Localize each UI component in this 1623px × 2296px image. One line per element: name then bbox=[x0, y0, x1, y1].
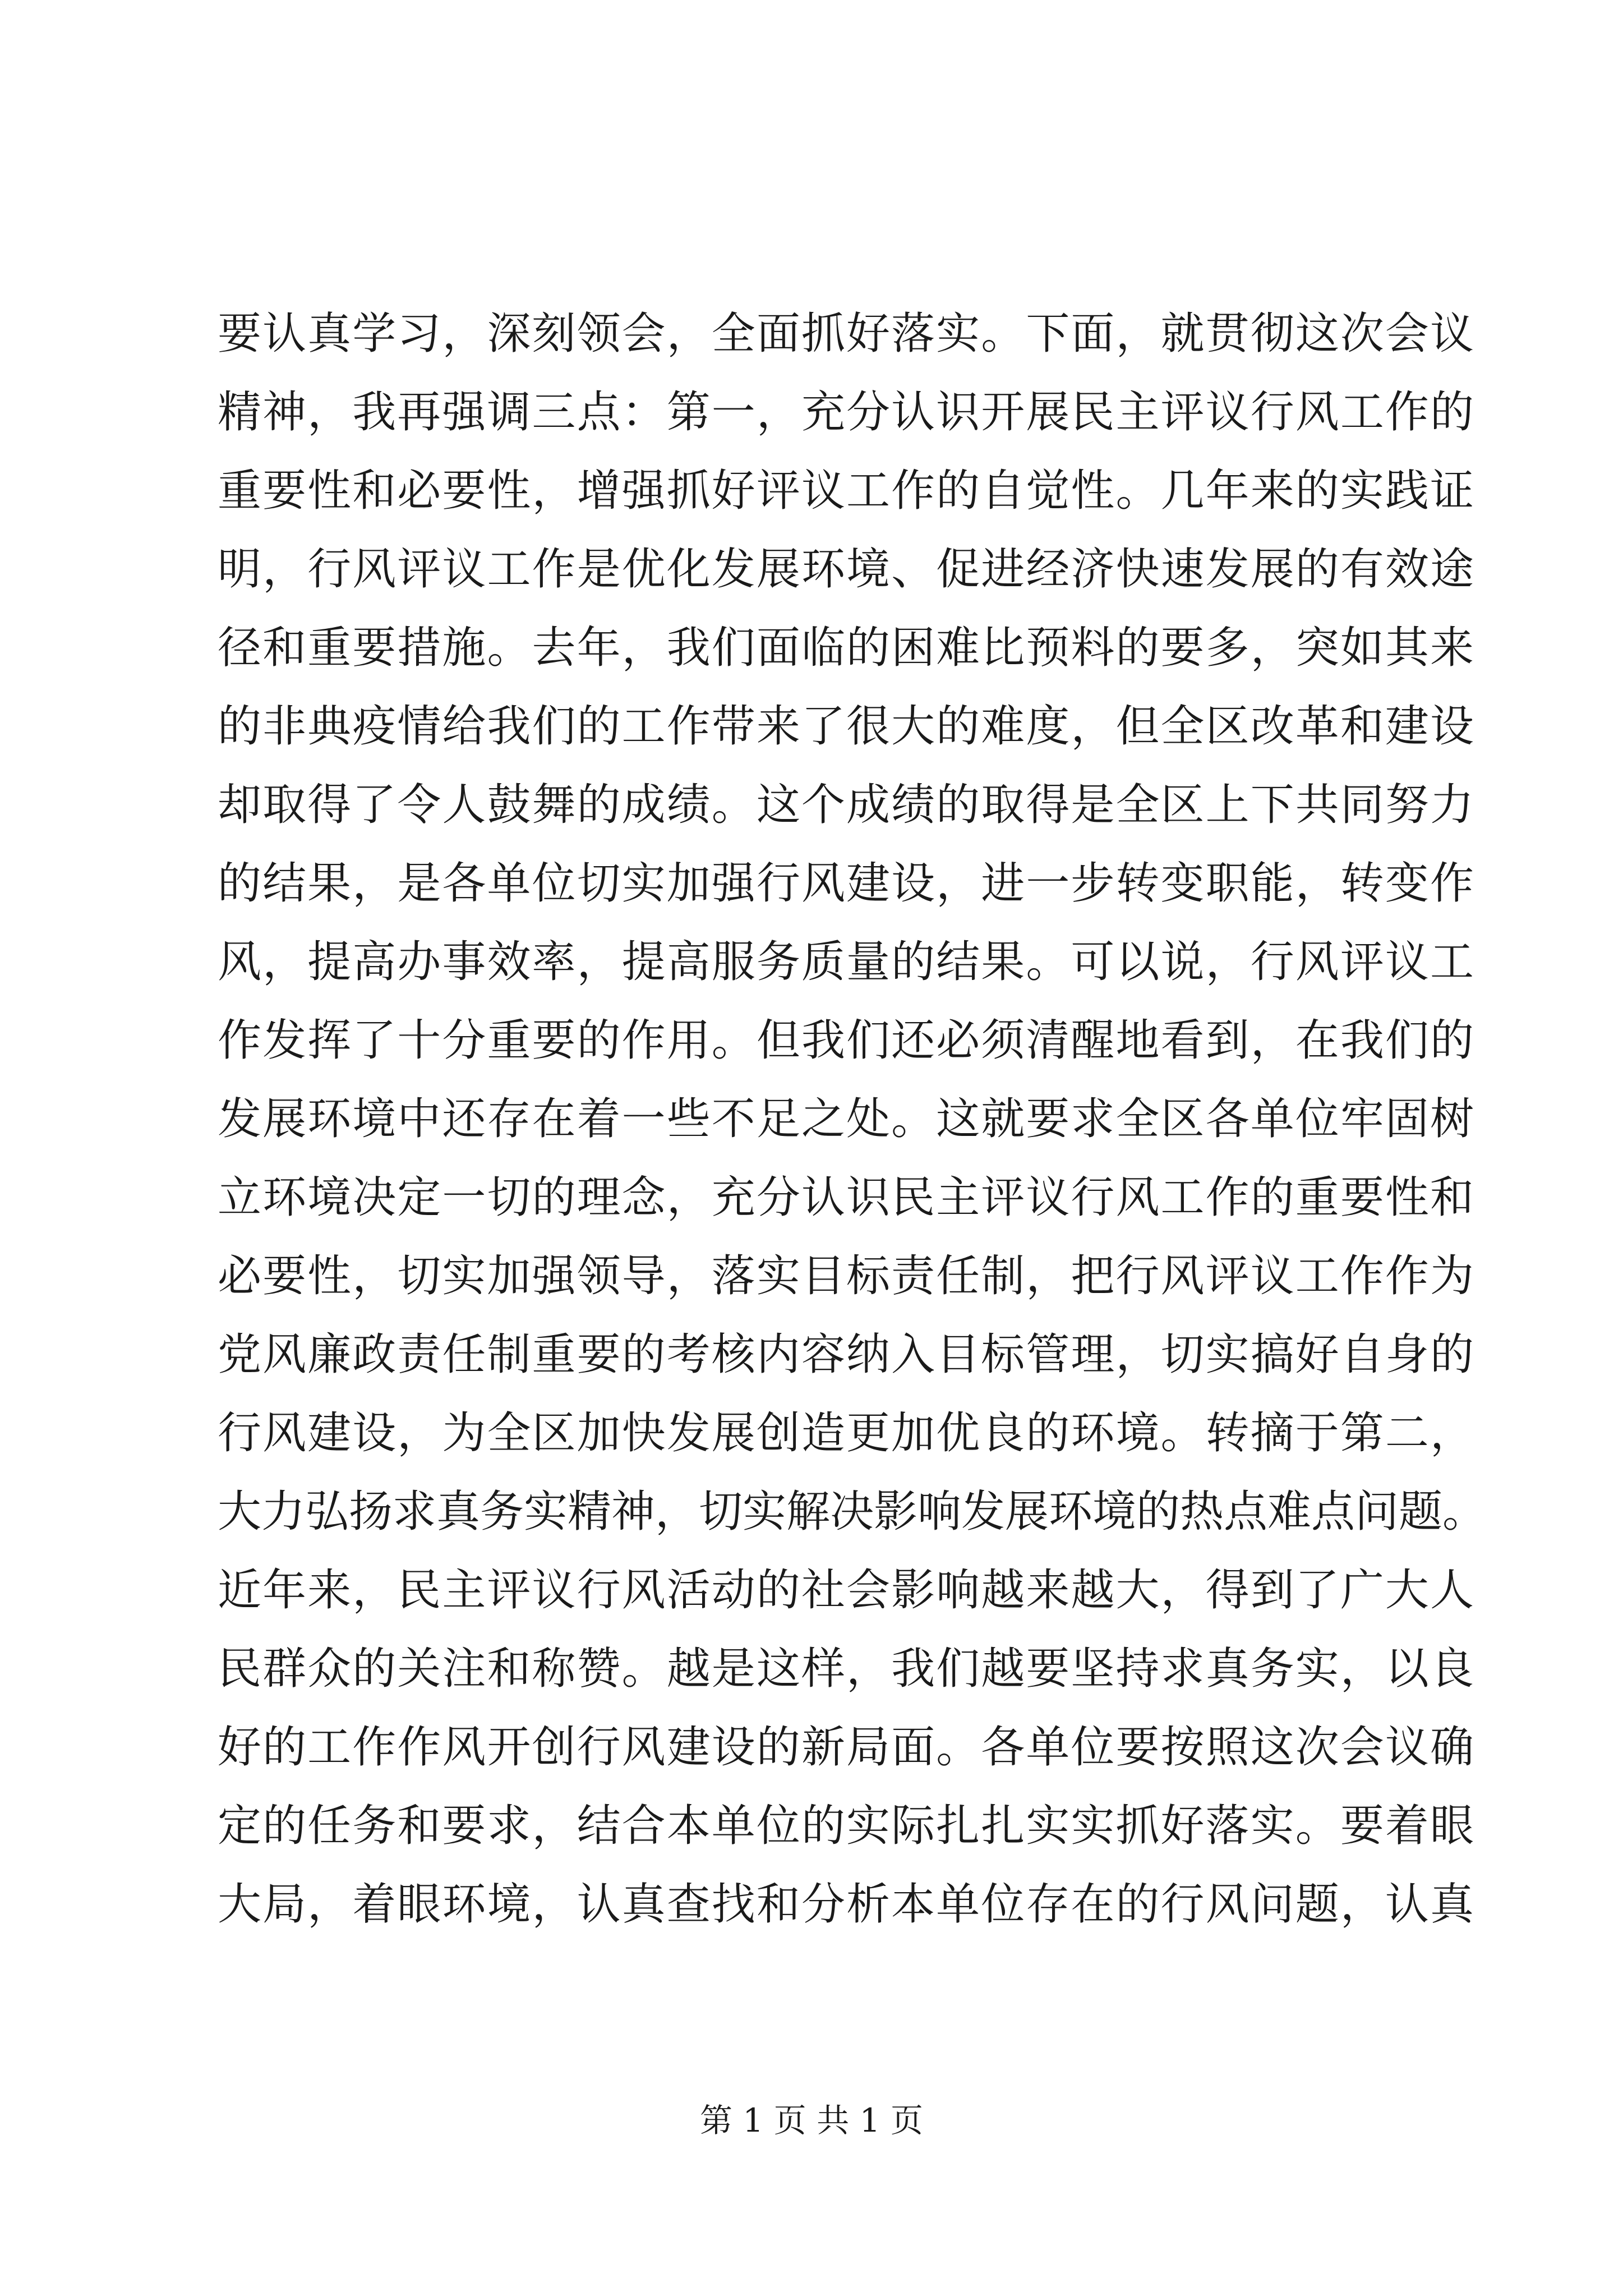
text-line: 定的任务和要求，结合本单位的实际扎扎实实抓好落实。要着眼 bbox=[218, 1801, 1474, 1851]
text-line: 民群众的关注和称赞。越是这样，我们越要坚持求真务实，以良 bbox=[218, 1644, 1474, 1694]
text-line: 重要性和必要性，增强抓好评议工作的自觉性。几年来的实践证 bbox=[218, 466, 1474, 516]
text-line: 径和重要措施。去年，我们面临的困难比预料的要多，突如其来 bbox=[218, 623, 1474, 673]
text-line: 作发挥了十分重要的作用。但我们还必须清醒地看到，在我们的 bbox=[218, 1015, 1474, 1066]
text-line: 行风建设，为全区加快发展创造更加优良的环境。转摘于第二， bbox=[218, 1408, 1474, 1458]
text-line: 的非典疫情给我们的工作带来了很大的难度，但全区改革和建设 bbox=[218, 701, 1474, 752]
page-footer: 第 1 页 共 1 页 bbox=[700, 2101, 923, 2139]
text-line: 党风廉政责任制重要的考核内容纳入目标管理，切实搞好自身的 bbox=[218, 1329, 1474, 1380]
text-line: 必要性，切实加强领导，落实目标责任制，把行风评议工作作为 bbox=[218, 1251, 1474, 1301]
text-line: 精神，我再强调三点：第一，充分认识开展民主评议行风工作的 bbox=[218, 387, 1474, 438]
text-line: 要认真学习，深刻领会，全面抓好落实。下面，就贯彻这次会议 bbox=[218, 309, 1474, 359]
text-line: 立环境决定一切的理念，充分认识民主评议行风工作的重要性和 bbox=[218, 1172, 1474, 1223]
body-text bbox=[218, 295, 1487, 1944]
text-line: 好的工作作风开创行风建设的新局面。各单位要按照这次会议确 bbox=[218, 1722, 1474, 1773]
text-line: 的结果，是各单位切实加强行风建设，进一步转变职能，转变作 bbox=[218, 858, 1474, 909]
text-line: 明，行风评议工作是优化发展环境、促进经济快速发展的有效途 bbox=[218, 544, 1474, 595]
text-line: 发展环境中还存在着一些不足之处。这就要求全区各单位牢固树 bbox=[218, 1094, 1474, 1144]
text-line: 却取得了令人鼓舞的成绩。这个成绩的取得是全区上下共同努力 bbox=[218, 780, 1474, 830]
text-line: 近年来，民主评议行风活动的社会影响越来越大，得到了广大人 bbox=[218, 1565, 1474, 1616]
text-line: 大力弘扬求真务实精神，切实解决影响发展环境的热点难点问题。 bbox=[218, 1487, 1487, 1537]
text-line: 风，提高办事效率，提高服务质量的结果。可以说，行风评议工 bbox=[218, 937, 1474, 987]
text-line: 大局，着眼环境，认真查找和分析本单位存在的行风问题，认真 bbox=[218, 1879, 1474, 1930]
